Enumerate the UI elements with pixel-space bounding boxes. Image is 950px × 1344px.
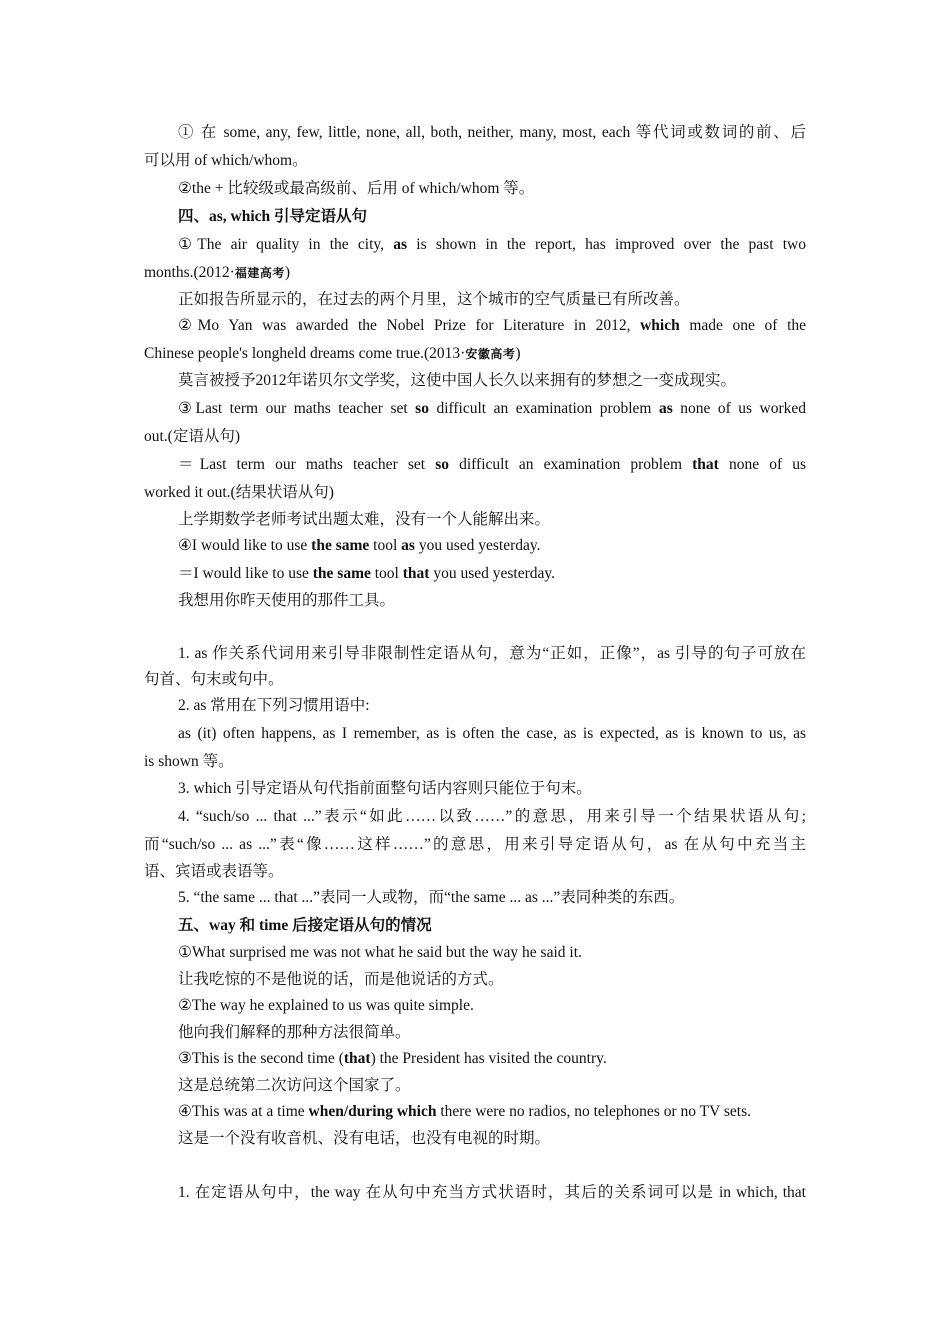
- translation: 这是一个没有收音机、没有电话，也没有电视的时期。: [178, 1130, 551, 1147]
- translation: 他向我们解释的那种方法很简单。: [178, 1024, 411, 1041]
- source-label: 福建高考: [234, 266, 285, 280]
- translation: 莫言被授予2012年诺贝尔文学奖，这使中国人长久以来拥有的梦想之一变成现实。: [178, 372, 737, 389]
- text-run: ③Last term our maths teacher set: [178, 400, 416, 417]
- text-run: difficult an examination problem: [448, 456, 693, 473]
- section-heading: [178, 206, 806, 228]
- bold-text: as: [401, 537, 415, 554]
- translation: 上学期数学老师考试出题太难，没有一个人能解出来。: [178, 511, 551, 528]
- text-line: ① 在 some, any, few, little, none, all, both, neither, many, most, each 等代词或数词的前、后: [178, 124, 806, 141]
- bold-text: that: [343, 1050, 371, 1067]
- note-line: 5. “the same ... that ...”表同一人或物，而“the same ... as ...”表同种类的东西。: [178, 889, 685, 906]
- example-sentence: [178, 563, 806, 585]
- example-sentence: ②The way he explained to us was quite simple.: [178, 997, 474, 1014]
- note-line: 1. 在定语从句中，the way 在从句中充当方式状语时，其后的关系词可以是 in which, that: [178, 1184, 806, 1201]
- note-line: as (it) often happens, as I remember, as is often the case, as is expected, as is known to us, as: [178, 725, 806, 742]
- text-run: none of us worked: [672, 400, 806, 417]
- bold-text: so: [415, 400, 429, 417]
- note-line: 2. as 常用在下列习惯用语中:: [178, 697, 370, 714]
- text-run: ④I would like to use: [178, 537, 312, 554]
- example-sentence: worked it out.(结果状语从句): [144, 484, 334, 501]
- note-line: 句首、句末或句中。: [144, 671, 284, 688]
- example-sentence: [178, 1101, 806, 1123]
- text-run: ③This is the second time (: [178, 1050, 344, 1067]
- bold-text: as: [658, 400, 673, 417]
- bold-text: that: [692, 456, 719, 473]
- translation: 让我吃惊的不是他说的话，而是他说话的方式。: [178, 971, 504, 988]
- text-run: is shown in the report, has improved over the past two: [407, 236, 807, 253]
- text-run: none of us: [718, 456, 807, 473]
- example-sentence: [178, 234, 806, 256]
- bold-text: that: [402, 565, 430, 582]
- example-sentence: [144, 343, 806, 365]
- note-line: 3. which 引导定语从句代指前面整句话内容则只能位于句末。: [178, 780, 592, 797]
- bold-text: the same: [311, 537, 370, 554]
- text-run: you used yesterday.: [429, 565, 555, 582]
- note-line: 而“such/so ... as ...”表“像……这样……”的意思，用来引导定语从句，as 在从句中充当主: [144, 836, 806, 853]
- note-line: 1. as 作关系代词用来引导非限制性定语从句，意为“正如，正像”，as 引导的句子可放在: [178, 645, 806, 662]
- note-line: is shown 等。: [144, 753, 234, 770]
- text-run: difficult an examination problem: [428, 400, 659, 417]
- translation: 正如报告所显示的，在过去的两个月里，这个城市的空气质量已有所改善。: [178, 291, 690, 308]
- bold-text: 四、as, which 引导定语从句: [178, 208, 368, 225]
- note-line: 语、宾语或表语等。: [144, 863, 284, 880]
- example-sentence: [144, 262, 806, 284]
- bold-text: the same: [312, 565, 371, 582]
- example-sentence: [178, 454, 806, 476]
- bold-text: when/during which: [308, 1103, 437, 1120]
- translation: 我想用你昨天使用的那件工具。: [178, 592, 396, 609]
- example-sentence: [178, 1048, 806, 1070]
- text-run: ) the President has visited the country.: [370, 1050, 607, 1067]
- text-run: tool: [369, 537, 402, 554]
- note-line: 4. “such/so ... that ...”表示“如此……以致……”的意思，用来引导一个结果状语从句;: [178, 808, 806, 825]
- text-run: ②Mo Yan was awarded the Nobel Prize for Literature in 2012,: [178, 317, 641, 334]
- text-run: ＝I would like to use: [178, 565, 313, 582]
- translation: 这是总统第二次访问这个国家了。: [178, 1077, 411, 1094]
- example-sentence: [178, 535, 806, 557]
- example-sentence: [178, 315, 806, 337]
- text-run: tool: [370, 565, 403, 582]
- text-run: ①The air quality in the city,: [178, 236, 394, 253]
- bold-text: which: [640, 317, 680, 334]
- bold-text: so: [435, 456, 449, 473]
- source-label: 安徽高考: [465, 347, 516, 361]
- section-heading: [178, 915, 806, 937]
- bold-text: 五、way 和 time 后接定语从句的情况: [178, 917, 432, 934]
- text-run: ④This was at a time: [178, 1103, 309, 1120]
- text-line: ②the + 比较级或最高级前、后用 of which/whom 等。: [178, 180, 535, 197]
- text-run: months.(2012·: [144, 264, 235, 281]
- example-sentence: [178, 398, 806, 420]
- example-sentence: ①What surprised me was not what he said but the way he said it.: [178, 944, 582, 961]
- text-line: 可以用 of which/whom。: [144, 152, 308, 169]
- text-run: ): [284, 264, 291, 281]
- text-run: ＝Last term our maths teacher set: [178, 456, 436, 473]
- text-run: you used yesterday.: [414, 537, 541, 554]
- example-sentence: out.(定语从句): [144, 428, 241, 445]
- text-run: there were no radios, no telephones or no TV sets.: [436, 1103, 751, 1120]
- bold-text: as: [393, 236, 408, 253]
- text-run: Chinese people's longheld dreams come true.(2013·: [144, 345, 466, 362]
- text-run: ): [515, 345, 521, 362]
- text-run: made one of the: [679, 317, 806, 334]
